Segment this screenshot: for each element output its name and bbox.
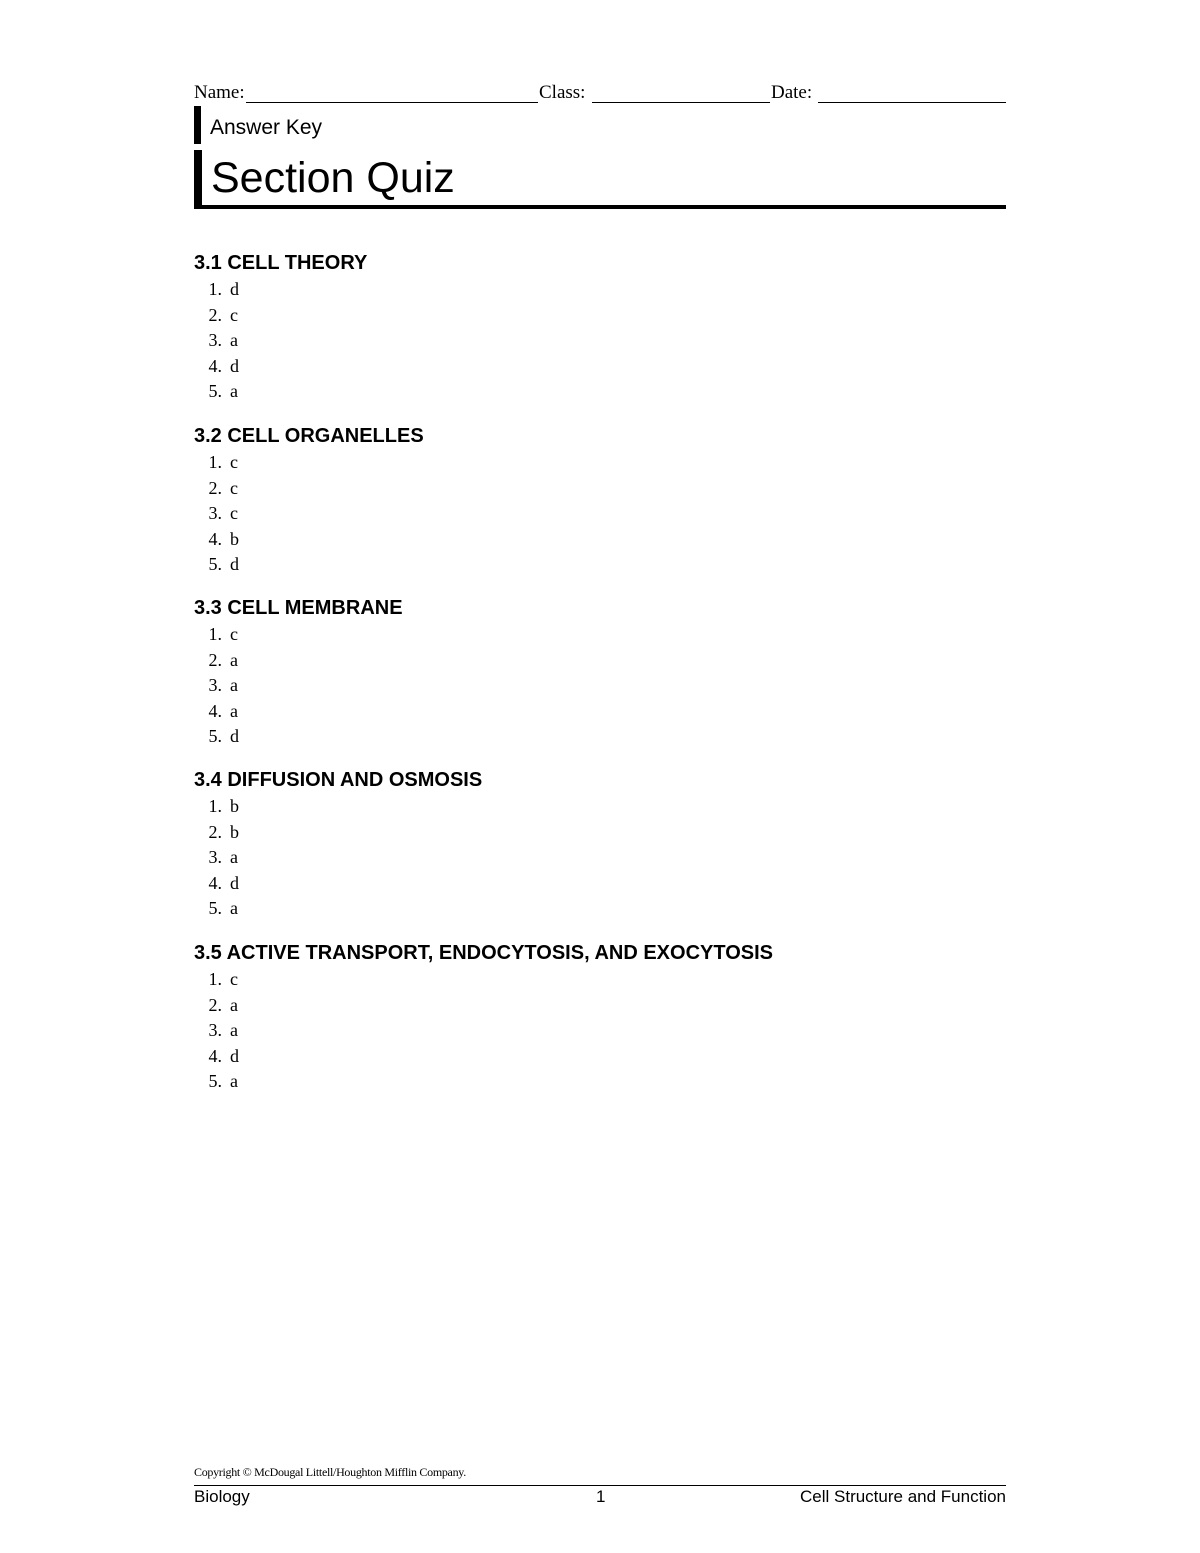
- answer-value: a: [230, 700, 238, 721]
- question-number: 1.: [208, 796, 222, 816]
- answer-item: [194, 450, 1006, 476]
- title-rule: [194, 205, 1006, 209]
- answer-item: [194, 303, 1006, 329]
- answer-item: [194, 501, 1006, 527]
- answer-value: c: [230, 624, 238, 644]
- question-number: 3.: [208, 675, 222, 695]
- class-blank: [592, 102, 770, 103]
- question-number: 1.: [208, 279, 222, 299]
- footer-chapter: Cell Structure and Function: [800, 1487, 1006, 1506]
- answer-value: b: [230, 821, 239, 842]
- question-number: 5.: [208, 1071, 222, 1091]
- answer-item: [194, 1069, 1006, 1095]
- question-number: 3.: [208, 847, 222, 867]
- answer-item: [194, 648, 1006, 674]
- name-label: Name:: [194, 82, 245, 103]
- answer-value: a: [230, 330, 238, 350]
- answer-list: [194, 450, 1006, 578]
- answer-value: c: [230, 477, 238, 498]
- answer-item: [194, 1044, 1006, 1070]
- answer-value: a: [230, 649, 238, 670]
- page-title: Section Quiz: [211, 154, 455, 202]
- quiz-section: [194, 249, 1006, 405]
- answer-value: c: [230, 304, 238, 325]
- title-block: [194, 150, 1006, 209]
- answer-value: d: [230, 355, 239, 376]
- section-heading: 3.4 DIFFUSION AND OSMOSIS: [194, 769, 483, 791]
- question-number: 5.: [208, 898, 222, 918]
- question-number: 2.: [208, 649, 222, 670]
- question-number: 4.: [208, 872, 222, 893]
- footer-subject: Biology: [194, 1487, 250, 1506]
- answer-item: [194, 896, 1006, 922]
- answer-value: d: [230, 279, 239, 299]
- answer-value: c: [230, 503, 238, 523]
- quiz-section: [194, 422, 1006, 578]
- section-heading: 3.1 CELL THEORY: [194, 252, 368, 274]
- answer-item: [194, 476, 1006, 502]
- page-footer: [194, 1487, 1006, 1509]
- answer-item: [194, 328, 1006, 354]
- question-number: 4.: [208, 700, 222, 721]
- answer-list: [194, 794, 1006, 922]
- answer-item: [194, 552, 1006, 578]
- answer-item: [194, 699, 1006, 725]
- answer-item: [194, 845, 1006, 871]
- question-number: 4.: [208, 1045, 222, 1066]
- footer-rule: [194, 1485, 1006, 1486]
- date-blank: [818, 102, 1006, 103]
- question-number: 2.: [208, 477, 222, 498]
- question-number: 4.: [208, 528, 222, 549]
- answer-value: b: [230, 528, 239, 549]
- copyright-notice: Copyright © McDougal Littell/Houghton Mifflin Company.: [194, 1465, 466, 1479]
- question-number: 5.: [208, 381, 222, 401]
- question-number: 3.: [208, 1020, 222, 1040]
- date-label: Date:: [771, 82, 813, 103]
- section-heading: 3.2 CELL ORGANELLES: [194, 425, 424, 447]
- answer-item: [194, 527, 1006, 553]
- answer-item: [194, 277, 1006, 303]
- quiz-section: [194, 766, 1006, 922]
- question-number: 2.: [208, 304, 222, 325]
- quiz-section: [194, 594, 1006, 750]
- answer-value: b: [230, 796, 239, 816]
- answer-item: [194, 1018, 1006, 1044]
- document-page: [194, 0, 1006, 1553]
- question-number: 2.: [208, 821, 222, 842]
- question-number: 3.: [208, 503, 222, 523]
- question-number: 2.: [208, 994, 222, 1015]
- quiz-section: [194, 939, 1006, 1095]
- footer-page-number: 1: [596, 1487, 606, 1506]
- question-number: 5.: [208, 554, 222, 574]
- answer-value: d: [230, 726, 239, 746]
- question-number: 1.: [208, 452, 222, 472]
- answer-item: [194, 794, 1006, 820]
- class-label: Class:: [539, 82, 586, 103]
- answer-value: a: [230, 1020, 238, 1040]
- answer-value: a: [230, 847, 238, 867]
- answer-value: a: [230, 675, 238, 695]
- answer-item: [194, 379, 1006, 405]
- answer-item: [194, 820, 1006, 846]
- question-number: 1.: [208, 969, 222, 989]
- answer-list: [194, 277, 1006, 405]
- answer-item: [194, 673, 1006, 699]
- answer-item: [194, 622, 1006, 648]
- answer-value: a: [230, 1071, 238, 1091]
- student-info-line: [194, 82, 1006, 106]
- answer-value: a: [230, 381, 238, 401]
- answer-key-bar: [194, 106, 201, 144]
- question-number: 1.: [208, 624, 222, 644]
- question-number: 4.: [208, 355, 222, 376]
- section-heading: 3.5 ACTIVE TRANSPORT, ENDOCYTOSIS, AND EXOCYTOSIS: [194, 942, 773, 964]
- answer-item: [194, 354, 1006, 380]
- question-number: 5.: [208, 726, 222, 746]
- answer-value: d: [230, 872, 239, 893]
- answer-list: [194, 622, 1006, 750]
- answer-value: c: [230, 969, 238, 989]
- title-bar: [194, 150, 202, 209]
- answer-value: d: [230, 1045, 239, 1066]
- answer-item: [194, 967, 1006, 993]
- section-heading: 3.3 CELL MEMBRANE: [194, 597, 403, 619]
- answer-value: c: [230, 452, 238, 472]
- answer-item: [194, 724, 1006, 750]
- answer-value: a: [230, 994, 238, 1015]
- answer-item: [194, 993, 1006, 1019]
- answer-value: d: [230, 554, 239, 574]
- answer-key-label: Answer Key: [210, 116, 323, 139]
- answer-value: a: [230, 898, 238, 918]
- answer-list: [194, 967, 1006, 1095]
- name-blank: [246, 102, 538, 103]
- answer-item: [194, 871, 1006, 897]
- question-number: 3.: [208, 330, 222, 350]
